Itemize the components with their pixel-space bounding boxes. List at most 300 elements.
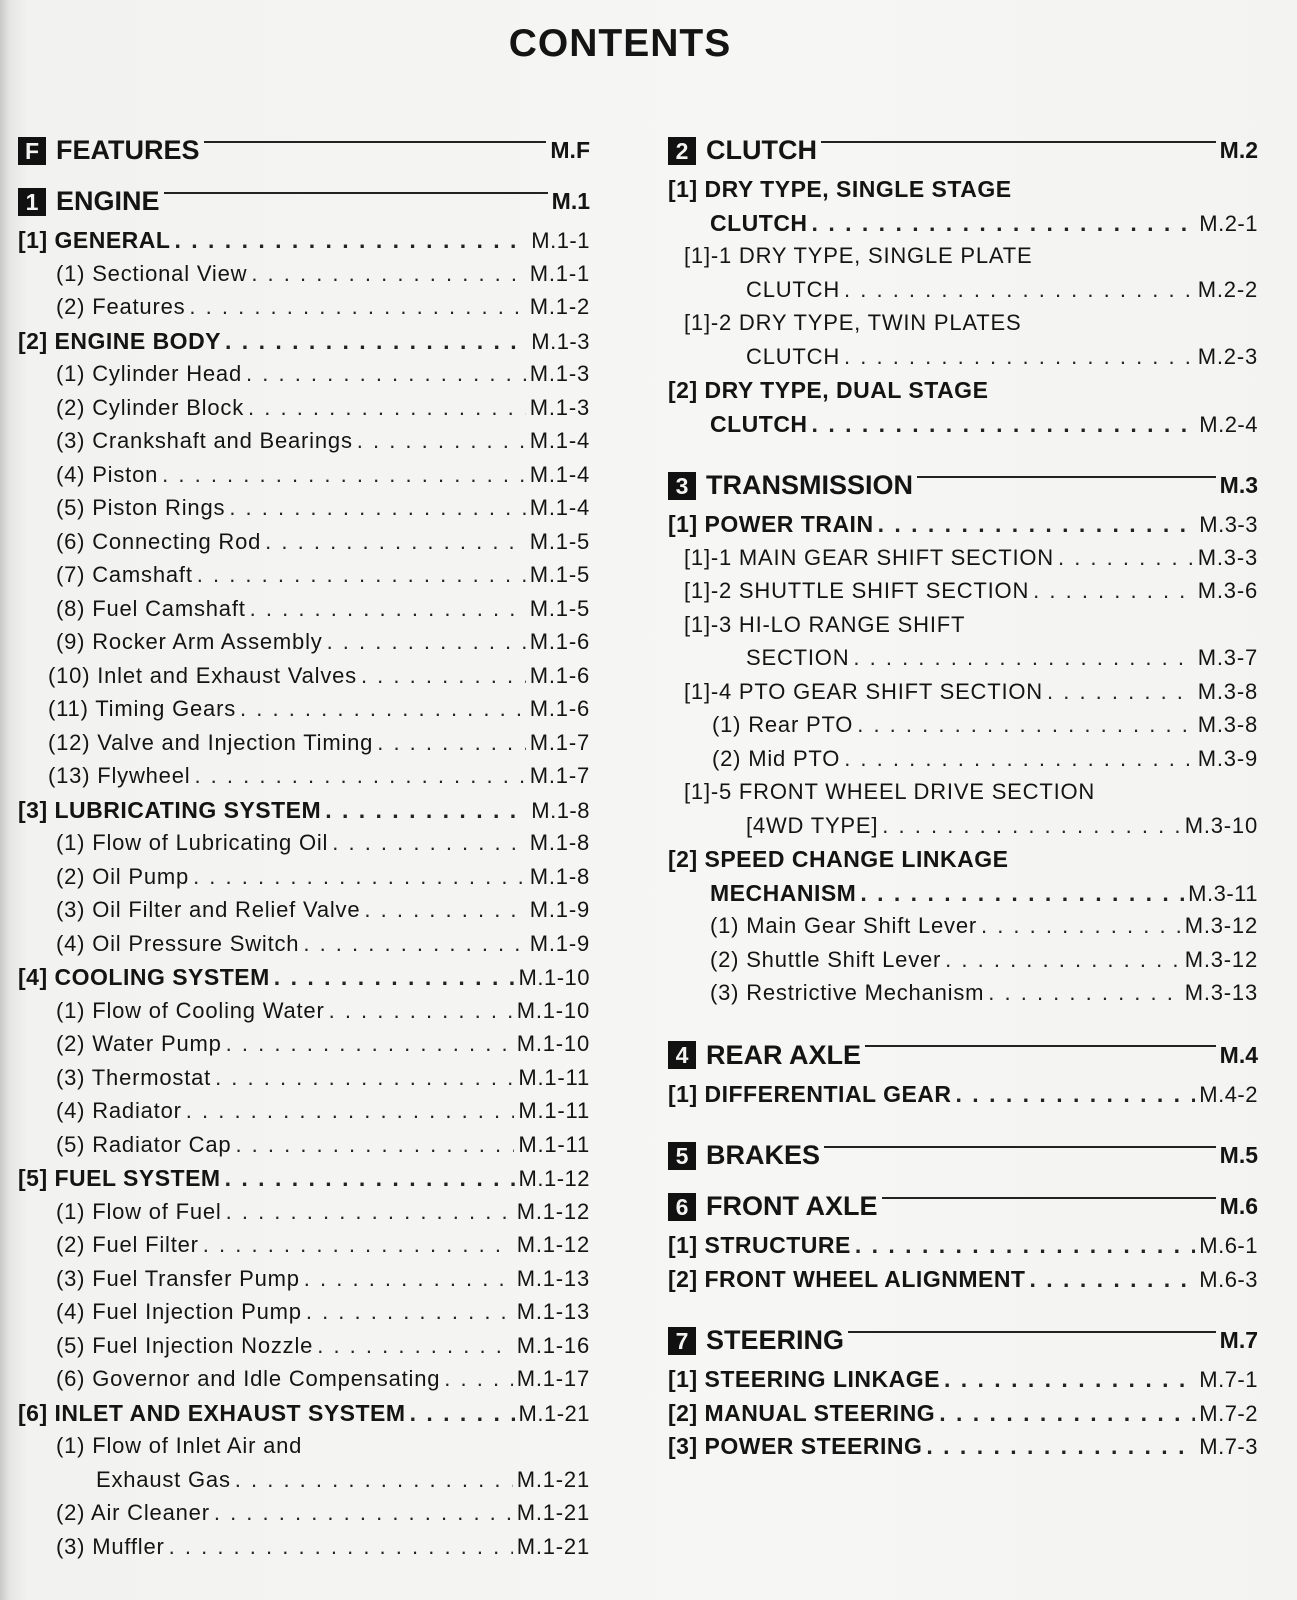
item-title: (5) Fuel Injection Nozzle	[56, 1332, 314, 1358]
page-reference: M.3	[1219, 472, 1258, 498]
toc-item[interactable]	[18, 830, 590, 864]
item-title: (4) Piston	[56, 461, 159, 487]
page-reference: M.1-9	[529, 897, 590, 922]
section-title: [2] SPEED CHANGE LINKAGE	[668, 846, 1009, 872]
item-title: (3) Fuel Transfer Pump	[56, 1265, 300, 1291]
dot-leader	[197, 562, 526, 588]
item-title: [1]-2 SHUTTLE SHIFT SECTION	[684, 578, 1030, 603]
dot-leader	[229, 495, 525, 521]
page-reference: M.7	[1219, 1327, 1258, 1353]
page-reference: M.1-16	[516, 1332, 590, 1358]
page-reference: M.1-12	[516, 1198, 590, 1224]
page-reference: M.1-21	[516, 1466, 590, 1492]
page-reference: M.1-5	[529, 595, 590, 621]
page-reference: M.1-9	[529, 930, 590, 956]
dot-leader	[444, 1366, 512, 1392]
toc-item[interactable]	[18, 730, 590, 764]
leader-line	[821, 141, 1216, 143]
toc-item[interactable]	[18, 763, 590, 797]
section-title: [3] LUBRICATING SYSTEM	[18, 796, 322, 823]
page-reference: M.1-21	[518, 1400, 590, 1426]
leader-line	[865, 1045, 1216, 1047]
dot-leader	[357, 428, 526, 454]
item-title: (2) Features	[56, 294, 186, 319]
toc-item[interactable]	[668, 578, 1258, 612]
page-reference: M.1-7	[529, 763, 590, 788]
item-title: (3) Restrictive Mechanism	[710, 980, 985, 1005]
page-reference: M.1	[551, 188, 590, 214]
dot-leader	[1029, 1266, 1195, 1293]
toc-item[interactable]	[668, 612, 1258, 646]
item-title: (1) Flow of Inlet Air and	[56, 1433, 303, 1458]
toc-item-continued[interactable]	[668, 277, 1258, 311]
toc-item[interactable]	[668, 779, 1258, 813]
item-title: CLUTCH	[746, 276, 841, 302]
chapter-title: FRONT AXLE	[706, 1191, 878, 1221]
item-title: CLUTCH	[746, 343, 841, 369]
toc-item[interactable]	[18, 529, 590, 563]
toc-chapter-features[interactable]	[18, 125, 590, 176]
toc-item[interactable]	[18, 395, 590, 429]
dot-leader	[214, 1500, 513, 1526]
item-title: [1]-5 FRONT WHEEL DRIVE SECTION	[684, 779, 1096, 804]
toc-item[interactable]	[18, 294, 590, 328]
dot-leader	[882, 813, 1180, 839]
dot-leader	[248, 395, 526, 421]
chapter-title: BRAKES	[706, 1140, 821, 1170]
page-reference: M.6	[1219, 1193, 1258, 1219]
dot-leader	[332, 830, 526, 856]
page-reference: M.1-10	[518, 965, 590, 990]
page-reference: M.3-7	[1197, 645, 1258, 670]
toc-item[interactable]	[18, 998, 590, 1032]
toc-section[interactable]	[668, 511, 1258, 545]
page-reference: M.1-4	[529, 461, 590, 487]
chapter-badge: 2	[668, 137, 696, 165]
item-title: (3) Muffler	[56, 1533, 165, 1559]
item-title: [1]-1 MAIN GEAR SHIFT SECTION	[684, 544, 1054, 570]
dot-leader	[812, 210, 1196, 237]
dot-leader	[306, 1299, 513, 1325]
dot-leader	[327, 629, 526, 655]
toc-item[interactable]	[18, 495, 590, 529]
page-reference: M.1-12	[518, 1166, 590, 1191]
item-title: (7) Camshaft	[56, 562, 193, 587]
leader-line	[882, 1197, 1216, 1199]
page-reference: M.1-3	[529, 394, 590, 420]
section-title: [1] STRUCTURE	[668, 1232, 851, 1258]
item-title: (1) Main Gear Shift Lever	[710, 913, 977, 938]
toc-item[interactable]	[18, 1366, 590, 1400]
item-title: (13) Flywheel	[48, 763, 191, 788]
item-title: (12) Valve and Injection Timing	[48, 729, 374, 755]
page-reference: M.3-3	[1197, 544, 1258, 570]
page-reference: M.3-9	[1197, 745, 1258, 771]
page-reference: M.1-11	[518, 1098, 590, 1123]
dot-leader	[235, 1132, 514, 1158]
toc-item-continued[interactable]	[668, 344, 1258, 378]
page-reference: M.1-4	[529, 495, 590, 520]
page-reference: M.3-11	[1188, 880, 1258, 906]
item-title: (2) Mid PTO	[712, 745, 841, 771]
page-reference: M.4	[1219, 1041, 1258, 1068]
toc-item[interactable]	[18, 1534, 590, 1568]
toc-item[interactable]	[18, 629, 590, 663]
dot-leader	[956, 1081, 1196, 1108]
page-reference: M.1-21	[516, 1500, 590, 1525]
page-reference: M.1-7	[529, 729, 590, 755]
section-title: [1] DRY TYPE, SINGLE STAGE	[668, 176, 1012, 202]
item-title: (5) Piston Rings	[56, 495, 226, 520]
item-title: (5) Radiator Cap	[56, 1131, 232, 1157]
dot-leader	[364, 897, 525, 923]
page-reference: M.3-3	[1199, 512, 1258, 537]
toc-item[interactable]	[18, 562, 590, 596]
dot-leader	[857, 712, 1194, 738]
toc-chapter-clutch[interactable]	[668, 125, 1258, 176]
dot-leader	[194, 763, 525, 789]
toc-section[interactable]	[18, 1165, 590, 1199]
section-title: [5] FUEL SYSTEM	[18, 1165, 221, 1191]
toc-section[interactable]	[668, 176, 1258, 210]
page-reference: M.1-3	[529, 361, 590, 386]
toc-item[interactable]	[668, 947, 1258, 981]
toc-item[interactable]	[668, 746, 1258, 780]
section-title: [6] INLET AND EXHAUST SYSTEM	[18, 1399, 406, 1426]
item-title: (1) Flow of Lubricating Oil	[56, 830, 329, 855]
item-title: (2) Water Pump	[56, 1031, 222, 1056]
item-title: (1) Sectional View	[56, 260, 248, 286]
toc-chapter-rear-axle[interactable]	[668, 1030, 1258, 1081]
dot-leader	[226, 1199, 513, 1225]
section-title: [1] POWER TRAIN	[668, 511, 874, 537]
dot-leader	[304, 1266, 513, 1292]
dot-leader	[317, 1333, 513, 1359]
dot-leader	[240, 696, 526, 722]
page-reference: M.1-8	[529, 830, 590, 855]
dot-leader	[226, 1031, 513, 1057]
page-reference: M.1-10	[516, 1031, 590, 1056]
toc-item[interactable]	[668, 545, 1258, 579]
toc-item[interactable]	[18, 596, 590, 630]
chapter-badge: 1	[18, 188, 46, 216]
leader-line	[164, 192, 548, 194]
toc-item[interactable]	[18, 931, 590, 965]
dot-leader	[926, 1433, 1195, 1460]
toc-section[interactable]	[668, 1232, 1258, 1266]
dot-leader	[944, 1366, 1195, 1393]
toc-section[interactable]	[668, 1266, 1258, 1300]
dot-leader	[844, 746, 1194, 772]
chapter-title: ENGINE	[56, 186, 160, 216]
dot-leader	[844, 277, 1194, 303]
page-reference: M.3-13	[1184, 980, 1258, 1005]
item-title: (1) Cylinder Head	[56, 361, 243, 386]
page-reference: M.1-21	[516, 1533, 590, 1559]
toc-item[interactable]	[18, 1065, 590, 1099]
toc-item[interactable]	[18, 1433, 590, 1467]
chapter-badge: 4	[668, 1041, 696, 1069]
chapter-title: CLUTCH	[706, 135, 817, 165]
section-title: [1] GENERAL	[18, 227, 171, 253]
toc-item[interactable]	[18, 1132, 590, 1166]
page-reference: M.5	[1219, 1142, 1258, 1168]
page-reference: M.1-1	[529, 260, 590, 286]
dot-leader	[215, 1065, 514, 1091]
section-title: [2] MANUAL STEERING	[668, 1399, 936, 1426]
chapter-title: TRANSMISSION	[706, 470, 914, 500]
item-title: (6) Governor and Idle Compensating	[56, 1366, 441, 1391]
chapter-badge: 5	[668, 1142, 696, 1170]
page-title: CONTENTS	[508, 22, 732, 65]
dot-leader	[939, 1400, 1195, 1427]
dot-leader	[361, 663, 526, 689]
dot-leader	[1058, 545, 1194, 571]
page-reference: M.1-5	[529, 528, 590, 554]
page-reference: M.3-12	[1184, 946, 1258, 972]
item-title: (2) Air Cleaner	[56, 1500, 210, 1525]
item-title: [1]-1 DRY TYPE, SINGLE PLATE	[684, 243, 1033, 268]
toc-section[interactable]	[18, 797, 590, 831]
section-title: [2] FRONT WHEEL ALIGNMENT	[668, 1265, 1026, 1292]
section-title: [3] POWER STEERING	[668, 1433, 923, 1459]
page-reference: M.1-17	[516, 1366, 590, 1391]
item-title: [1]-2 DRY TYPE, TWIN PLATES	[684, 310, 1022, 335]
item-title: (4) Oil Pressure Switch	[56, 930, 300, 956]
toc-item[interactable]	[18, 1232, 590, 1266]
page-reference: M.1-6	[529, 629, 590, 654]
page-reference: M.1-11	[518, 1064, 590, 1090]
toc-section[interactable]	[18, 227, 590, 261]
dot-leader	[250, 596, 526, 622]
item-title: [1]-3 HI-LO RANGE SHIFT	[684, 611, 966, 637]
dot-leader	[265, 529, 526, 555]
section-title: CLUTCH	[710, 410, 808, 437]
toc-item[interactable]	[668, 310, 1258, 344]
toc-item-continued[interactable]	[668, 813, 1258, 847]
toc-right-column	[668, 125, 1258, 1467]
toc-section[interactable]	[18, 1400, 590, 1434]
dot-leader	[325, 797, 527, 824]
page-reference: M.1-4	[529, 428, 590, 453]
dot-leader	[329, 998, 513, 1024]
page-reference: M.2-3	[1197, 343, 1258, 369]
chapter-title: STEERING	[706, 1325, 845, 1355]
item-title: (2) Oil Pump	[56, 863, 190, 889]
page-reference: M.3-8	[1197, 678, 1258, 704]
item-title: (3) Crankshaft and Bearings	[56, 428, 353, 453]
chapter-title: FEATURES	[56, 135, 200, 165]
section-title: [1] STEERING LINKAGE	[668, 1366, 940, 1392]
page-reference: M.1-12	[516, 1232, 590, 1257]
page-reference: M.6-1	[1199, 1233, 1258, 1258]
dot-leader	[274, 964, 515, 991]
page-reference: M.7-1	[1199, 1367, 1258, 1392]
dot-leader	[169, 1534, 513, 1560]
page-reference: M.1-11	[518, 1131, 590, 1157]
dot-leader	[225, 328, 527, 355]
dot-leader	[225, 1165, 515, 1192]
toc-chapter-front-axle[interactable]	[668, 1181, 1258, 1232]
toc-item[interactable]	[18, 864, 590, 898]
toc-item[interactable]	[18, 261, 590, 295]
toc-item[interactable]	[18, 428, 590, 462]
page-reference: M.3-6	[1197, 578, 1258, 603]
item-title: (1) Flow of Cooling Water	[56, 997, 325, 1023]
dot-leader	[193, 864, 526, 890]
item-title: (1) Flow of Fuel	[56, 1198, 222, 1224]
dot-leader	[945, 947, 1181, 973]
chapter-title: REAR AXLE	[706, 1039, 862, 1070]
page-reference: M.7-3	[1199, 1434, 1258, 1459]
item-title: [4WD TYPE]	[746, 812, 879, 838]
toc-section-continued[interactable]	[668, 210, 1258, 244]
toc-section[interactable]	[668, 377, 1258, 411]
page-reference: M.6-3	[1199, 1266, 1258, 1292]
toc-item-continued[interactable]	[668, 645, 1258, 679]
item-title: (1) Rear PTO	[712, 712, 854, 737]
leader-line	[848, 1331, 1216, 1333]
section-title: CLUTCH	[710, 209, 808, 236]
page-reference: M.3-12	[1184, 913, 1258, 938]
toc-item[interactable]	[18, 1199, 590, 1233]
dot-leader	[988, 980, 1180, 1006]
toc-item[interactable]	[18, 1333, 590, 1367]
item-title: (3) Oil Filter and Relief Valve	[56, 897, 361, 922]
chapter-badge: 7	[668, 1327, 696, 1355]
toc-item[interactable]	[18, 1500, 590, 1534]
dot-leader	[844, 344, 1194, 370]
leader-line	[824, 1146, 1216, 1148]
toc-chapter-brakes[interactable]	[668, 1130, 1258, 1181]
chapter-badge: 3	[668, 472, 696, 500]
item-title: (3) Thermostat	[56, 1064, 212, 1090]
chapter-badge: F	[18, 137, 46, 165]
toc-section[interactable]	[668, 1400, 1258, 1434]
page-reference: M.2-1	[1199, 210, 1258, 236]
item-title: SECTION	[746, 645, 850, 670]
toc-item[interactable]	[668, 679, 1258, 713]
toc-item[interactable]	[18, 1098, 590, 1132]
item-title: (4) Radiator	[56, 1098, 182, 1123]
toc-section[interactable]	[668, 1366, 1258, 1400]
dot-leader	[855, 1232, 1195, 1259]
page-reference: M.2-2	[1197, 276, 1258, 302]
item-title: (2) Shuttle Shift Lever	[710, 946, 942, 972]
toc-item[interactable]	[18, 1299, 590, 1333]
toc-section-continued[interactable]	[668, 880, 1258, 914]
section-title: [1] DIFFERENTIAL GEAR	[668, 1080, 952, 1107]
toc-item[interactable]	[668, 712, 1258, 746]
item-title: (8) Fuel Camshaft	[56, 595, 246, 621]
dot-leader	[981, 913, 1181, 939]
page-reference: M.1-2	[529, 294, 590, 319]
section-title: [4] COOLING SYSTEM	[18, 964, 270, 990]
item-title: (2) Cylinder Block	[56, 394, 245, 420]
dot-leader	[246, 361, 526, 387]
page-reference: M.2	[1219, 137, 1258, 163]
item-title: (11) Timing Gears	[48, 696, 237, 721]
dot-leader	[251, 261, 525, 287]
page-reference: M.F	[550, 137, 590, 163]
toc-section[interactable]	[668, 846, 1258, 880]
toc-section[interactable]	[18, 328, 590, 362]
toc-section-continued[interactable]	[668, 411, 1258, 445]
dot-leader	[812, 411, 1196, 438]
page-reference: M.1-13	[516, 1265, 590, 1291]
dot-leader	[203, 1232, 513, 1258]
toc-item[interactable]	[18, 361, 590, 395]
chapter-badge: 6	[668, 1193, 696, 1221]
page-reference: M.7-2	[1199, 1400, 1258, 1426]
section-title: [2] ENGINE BODY	[18, 327, 222, 354]
page-reference: M.1-10	[516, 997, 590, 1023]
toc-section[interactable]	[668, 1081, 1258, 1115]
dot-leader	[189, 294, 525, 320]
item-title: (6) Connecting Rod	[56, 528, 262, 554]
toc-item[interactable]	[18, 897, 590, 931]
leader-line	[917, 476, 1216, 478]
page-reference: M.4-2	[1199, 1081, 1258, 1107]
dot-leader	[1047, 679, 1194, 705]
toc-item[interactable]	[18, 1031, 590, 1065]
dot-leader	[860, 880, 1184, 907]
page-reference: M.1-6	[529, 696, 590, 721]
toc-item[interactable]	[18, 462, 590, 496]
page-reference: M.3-10	[1184, 812, 1258, 838]
dot-leader	[410, 1400, 515, 1427]
page-reference: M.3-8	[1197, 712, 1258, 737]
toc-item[interactable]	[18, 663, 590, 697]
toc-left-column	[18, 125, 590, 1567]
toc-item[interactable]	[668, 243, 1258, 277]
item-title: (2) Fuel Filter	[56, 1232, 199, 1257]
page-reference: M.1-6	[529, 662, 590, 688]
dot-leader	[1033, 578, 1194, 604]
dot-leader	[303, 931, 525, 957]
toc-item[interactable]	[668, 980, 1258, 1014]
dot-leader	[377, 730, 526, 756]
dot-leader	[162, 462, 526, 488]
item-title: (9) Rocker Arm Assembly	[56, 629, 323, 654]
page-reference: M.2-4	[1199, 411, 1258, 437]
page-reference: M.1-1	[531, 228, 590, 253]
item-title: (10) Inlet and Exhaust Valves	[48, 662, 357, 688]
leader-line	[204, 141, 547, 143]
toc-item[interactable]	[668, 913, 1258, 947]
page-reference: M.1-13	[516, 1299, 590, 1324]
dot-leader	[174, 227, 527, 254]
page-reference: M.1-5	[529, 562, 590, 587]
toc-section[interactable]	[18, 964, 590, 998]
item-title: Exhaust Gas	[96, 1466, 231, 1492]
toc-section[interactable]	[668, 1433, 1258, 1467]
toc-chapter-steering[interactable]	[668, 1315, 1258, 1366]
page-reference: M.1-3	[531, 328, 590, 354]
toc-chapter-transmission[interactable]	[668, 460, 1258, 511]
toc-chapter-engine[interactable]	[18, 176, 590, 227]
page-reference: M.1-8	[531, 797, 590, 823]
toc-item[interactable]	[18, 1266, 590, 1300]
dot-leader	[853, 645, 1193, 671]
page-reference: M.1-8	[529, 863, 590, 889]
toc-item[interactable]	[18, 696, 590, 730]
section-title: [2] DRY TYPE, DUAL STAGE	[668, 377, 989, 403]
dot-leader	[235, 1467, 513, 1493]
item-title: (4) Fuel Injection Pump	[56, 1299, 302, 1324]
dot-leader	[878, 511, 1196, 538]
toc-item-continued[interactable]	[18, 1467, 590, 1501]
